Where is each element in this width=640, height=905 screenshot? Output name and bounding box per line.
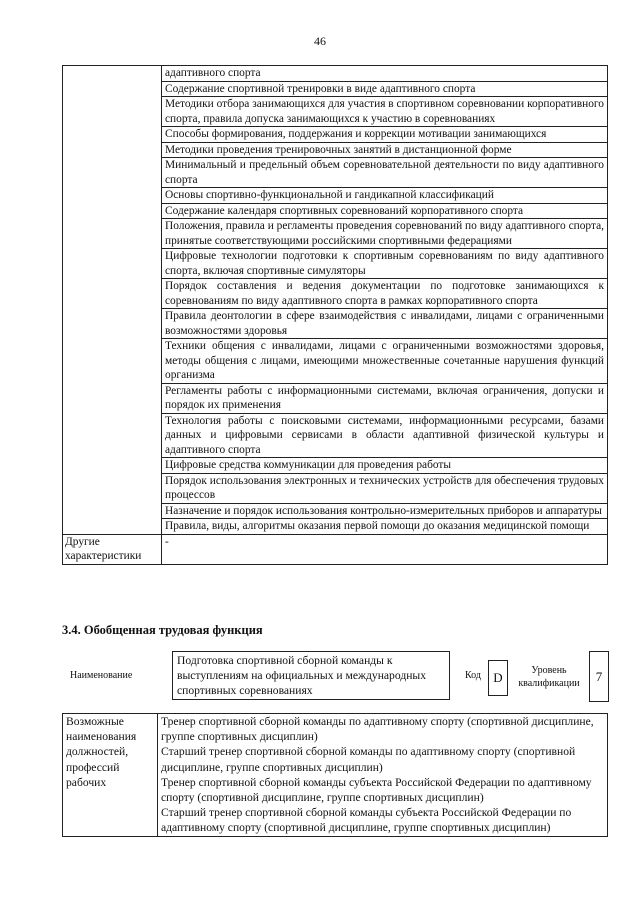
knowledge-item: Методики проведения тренировочных занятий в дистанционной форме [162,142,608,158]
other-characteristics-row [63,534,608,564]
knowledge-item: Содержание спортивной тренировки в виде адаптивного спорта [162,81,608,97]
section-heading: 3.4. Обобщенная трудовая функция [62,623,263,637]
knowledge-label-cell [63,66,162,535]
other-characteristics-label: Другие характеристики [63,534,162,564]
position-item: Тренер спортивной сборной команды по адаптивному спорту (спортивной дисциплине, группе спортивных дисциплин) [161,715,594,744]
position-item: Старший тренер спортивной сборной команды субъекта Российской Федерации по адаптивному спорту (спортивной дисциплине, группе спортивных дисциплин) [161,806,572,835]
position-item: Тренер спортивной сборной команды субъекта Российской Федерации по адаптивному спорту (спортивной дисциплине, группе спортивных дисциплин) [161,775,592,805]
knowledge-item: Цифровые технологии подготовки к спортивным соревнованиям по виду адаптивного спорта, включая спортивные симуляторы [162,249,608,279]
knowledge-item: Минимальный и предельный объем соревновательной деятельности по виду адаптивного спорта [162,158,608,188]
knowledge-item: адаптивного спорта [162,66,608,82]
function-code-label: Код [465,670,481,681]
knowledge-item: Способы формирования, поддержания и коррекции мотивации занимающихся [162,127,608,143]
positions-table [62,713,608,837]
knowledge-item: Цифровые средства коммуникации для проведения работы [162,458,608,474]
generalized-function-row [62,651,608,703]
table-row [63,714,608,837]
knowledge-item: Содержание календаря спортивных соревнований корпоративного спорта [162,203,608,219]
knowledge-table [62,65,608,565]
function-code-value: D [488,660,508,696]
qualification-level-label: Уровень квалификации [518,665,580,689]
knowledge-item: Техники общения с инвалидами, лицами с ограниченными возможностями здоровья, методы общения с лицами, имеющими множественные сочетанные нарушения функций организма [162,339,608,384]
knowledge-item: Порядок составления и ведения документации по подготовке занимающихся к соревнованиям по виду адаптивного спорта в рамках корпоративного спорта [162,279,608,309]
knowledge-item: Основы спортивно-функциональной и гандикапной классификаций [162,188,608,204]
knowledge-item: Технология работы с поисковыми системами, информационными ресурсами, базами данных и цифровыми сервисами в области адаптивной физической культуры и адаптивного спорта [162,413,608,458]
knowledge-item: Положения, правила и регламенты проведения соревнований по виду адаптивного спорта, принятые соответствующими российскими спортивными федерациями [162,219,608,249]
positions-list [158,714,608,837]
knowledge-item: Правила деонтологии в сфере взаимодействия с инвалидами, лицами с ограниченными возможностями здоровья [162,309,608,339]
page-number: 46 [314,34,326,48]
function-name-label: Наименование [70,670,133,681]
position-item: Старший тренер спортивной сборной команды по адаптивному спорту (спортивной дисциплине, группе спортивных дисциплин) [161,745,576,774]
knowledge-item: Правила, виды, алгоритмы оказания первой помощи до оказания медицинской помощи [162,519,608,535]
knowledge-item: Порядок использования электронных и технических устройств для обеспечения трудовых процессов [162,473,608,503]
knowledge-item: Регламенты работы с информационными системами, включая ограничения, допуски и порядок их применения [162,383,608,413]
knowledge-item: Назначение и порядок использования контрольно-измерительных приборов и аппаратуры [162,503,608,519]
knowledge-item: Методики отбора занимающихся для участия в спортивном соревновании корпоративного спорта, правила допуска занимающихся к участию в соревнованиях [162,97,608,127]
other-characteristics-value: - [162,534,608,564]
table-row [63,66,608,82]
qualification-level-value: 7 [589,651,609,702]
function-name-value: Подготовка спортивной сборной команды к выступлениям на официальных и международных спортивных соревнованиях [172,651,450,700]
positions-label: Возможные наименования должностей, профессий рабочих [63,714,158,837]
